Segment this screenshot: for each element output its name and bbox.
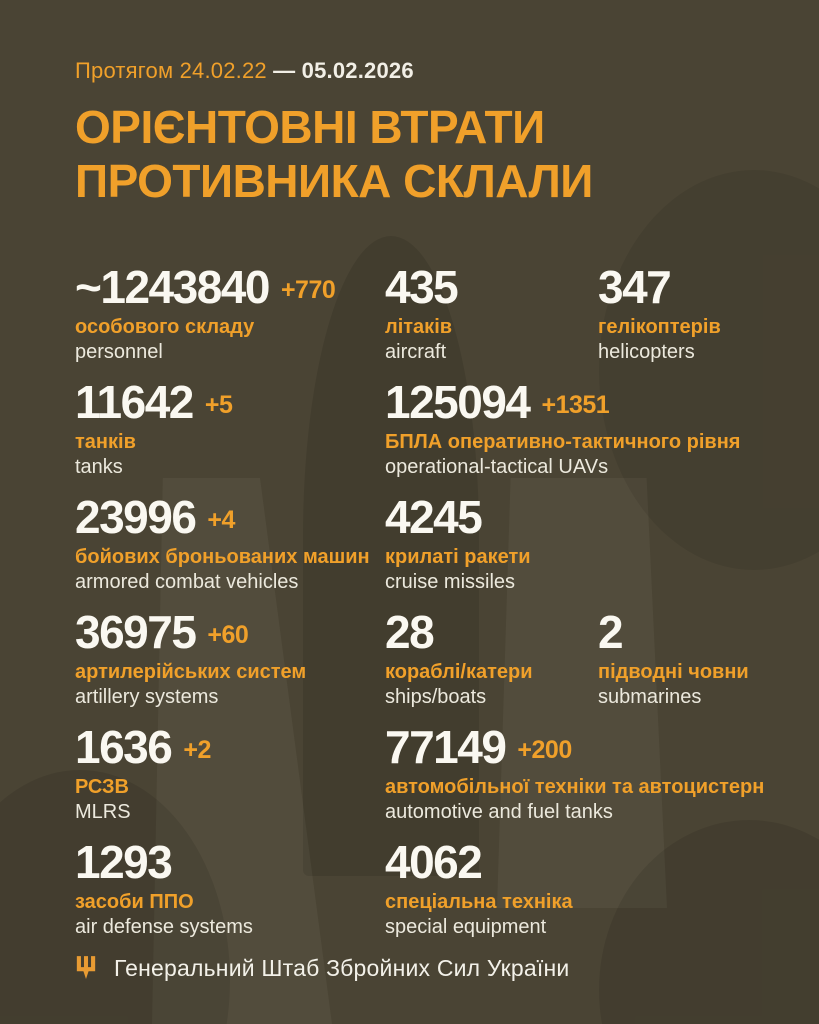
stat-label-en: artillery systems	[75, 686, 219, 708]
stat-label-uk: крилаті ракети	[385, 546, 531, 568]
report-period	[75, 58, 779, 84]
stat-armored-vehicles	[75, 492, 385, 595]
stat-aircraft	[385, 262, 598, 365]
stat-delta: +2	[183, 736, 211, 764]
stat-label-uk: артилерійських систем	[75, 661, 307, 683]
stat-value: 1293	[75, 836, 172, 888]
stat-value: 23996	[75, 491, 196, 543]
stat-value: 4062	[385, 836, 482, 888]
page-title	[75, 100, 779, 208]
stat-delta: +770	[280, 276, 336, 304]
stat-label-uk: кораблі/катери	[385, 661, 533, 683]
stat-value: 125094	[385, 376, 530, 428]
stat-label-en: cruise missiles	[385, 571, 516, 593]
stat-label-en: automotive and fuel tanks	[385, 801, 613, 823]
stat-value: 36975	[75, 606, 196, 658]
stat-mlrs	[75, 722, 385, 825]
footer-org-name: Генеральний Штаб Збройних Сил України	[114, 954, 570, 981]
stat-label-en: tanks	[75, 456, 123, 478]
stat-delta: +1351	[541, 391, 610, 419]
stat-personnel	[75, 262, 385, 365]
stat-delta: +200	[517, 736, 572, 764]
period-date: 05.02.2026	[301, 58, 414, 83]
stat-submarines	[598, 607, 779, 710]
stat-special-equipment	[385, 837, 779, 940]
period-prefix: Протягом 24.02.22	[75, 58, 267, 83]
stat-label-uk: спеціальна техніка	[385, 891, 573, 913]
stat-automotive	[385, 722, 779, 825]
stat-label-en: operational-tactical UAVs	[385, 456, 609, 478]
stat-value: 4245	[385, 491, 482, 543]
stat-value: 347	[598, 261, 671, 313]
stat-label-en: armored combat vehicles	[75, 571, 299, 593]
stat-value: 435	[385, 261, 458, 313]
stat-label-uk: підводні човни	[598, 661, 749, 683]
stat-value: 77149	[385, 721, 506, 773]
stat-label-en: aircraft	[385, 341, 447, 363]
stat-uavs	[385, 377, 779, 480]
stat-label-en: special equipment	[385, 916, 547, 938]
stat-value: 2	[598, 606, 623, 658]
stat-label-en: air defense systems	[75, 916, 253, 938]
stat-label-uk: особового складу	[75, 316, 255, 338]
stat-value: 11642	[75, 376, 193, 428]
stat-label-uk: літаків	[385, 316, 453, 338]
stat-label-uk: танків	[75, 431, 136, 453]
stat-label-en: ships/boats	[385, 686, 487, 708]
stat-delta: +5	[204, 391, 233, 419]
stat-label-uk: гелікоптерів	[598, 316, 721, 338]
stat-label-en: submarines	[598, 686, 702, 708]
stat-label-uk: автомобільної техніки та автоцистерн	[385, 776, 765, 798]
stat-delta: +4	[207, 506, 235, 534]
stat-label-uk: бойових броньованих машин	[75, 546, 370, 568]
title-line-2: ПРОТИВНИКА СКЛАЛИ	[75, 155, 593, 207]
stat-value: 28	[385, 606, 434, 658]
stat-label-uk: РСЗВ	[75, 776, 129, 798]
stat-cruise-missiles	[385, 492, 779, 595]
stat-delta: +60	[207, 621, 249, 649]
stat-label-en: personnel	[75, 341, 163, 363]
stat-value: 1636	[75, 721, 172, 773]
footer	[75, 954, 569, 982]
stat-tanks	[75, 377, 385, 480]
title-line-1: ОРІЄНТОВНІ ВТРАТИ	[75, 101, 545, 153]
stat-air-defense	[75, 837, 385, 940]
stat-artillery	[75, 607, 385, 710]
stat-value: ~1243840	[75, 261, 269, 313]
tryzub-icon	[75, 954, 97, 982]
stat-label-en: MLRS	[75, 801, 131, 823]
stat-label-uk: засоби ППО	[75, 891, 194, 913]
period-separator: —	[273, 58, 296, 83]
stat-label-uk: БПЛА оперативно-тактичного рівня	[385, 431, 741, 453]
stat-ships	[385, 607, 598, 710]
losses-grid	[75, 262, 779, 940]
stat-label-en: helicopters	[598, 341, 695, 363]
stat-helicopters	[598, 262, 779, 365]
